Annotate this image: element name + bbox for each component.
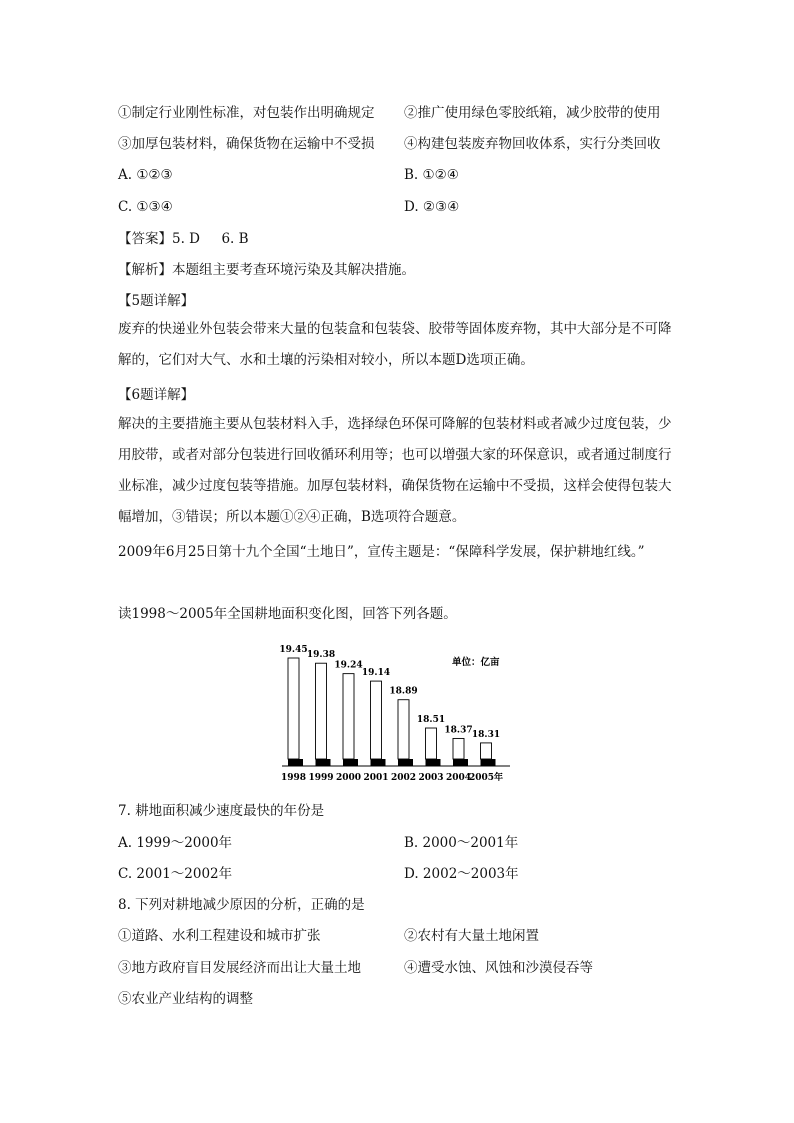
- value-label-2003: 18.51: [416, 715, 446, 726]
- bar-2001: [371, 681, 382, 759]
- value-label-2004: 18.37: [444, 725, 473, 736]
- choice-a: A. ①②③: [118, 167, 173, 183]
- q7-choice-d: D. 2002～2003年: [404, 866, 519, 882]
- bar-2004: [453, 738, 464, 759]
- q7-choice-c: C. 2001～2002年: [118, 866, 233, 882]
- option-2: ②推广使用绿色零胶纸箱，减少胶带的使用: [404, 105, 661, 121]
- bar-2002: [398, 700, 409, 759]
- axis-break-block-2003: [426, 759, 441, 766]
- option-1: ①制定行业刚性标准，对包装作出明确规定: [118, 105, 375, 121]
- value-label-1999: 19.38: [306, 650, 336, 661]
- axis-break-block-2000: [343, 759, 358, 766]
- axis-break-block-2004: [453, 759, 468, 766]
- q8-option-4: ④遭受水蚀、风蚀和沙漠侵吞等: [404, 960, 593, 976]
- axis-break-block-1998: [288, 759, 303, 766]
- analysis-line: 【解析】本题组主要考查环境污染及其解决措施。: [118, 262, 415, 278]
- option-3: ③加厚包装材料，确保货物在运输中不受损: [118, 136, 375, 152]
- x-tick-labels: [281, 771, 503, 783]
- choice-b: B. ①②④: [404, 167, 459, 183]
- q5-heading: 【5题详解】: [118, 293, 195, 309]
- q8-option-2: ②农村有大量土地闲置: [404, 928, 539, 944]
- value-label-2002: 18.89: [389, 686, 418, 697]
- x-tick-1999: 1999: [308, 773, 334, 783]
- value-label-2000: 19.24: [334, 660, 363, 671]
- q7-stem: 7. 耕地面积减少速度最快的年份是: [118, 803, 325, 819]
- x-tick-1998: 1998: [280, 773, 307, 783]
- bar-1998: [288, 658, 299, 759]
- read-instruction: 读1998～2005年全国耕地面积变化图，回答下列各题。: [118, 606, 457, 622]
- x-tick-2001: 2001: [363, 773, 389, 783]
- axis-break-block-2001: [371, 759, 386, 766]
- q7-choice-b: B. 2000～2001年: [404, 835, 519, 851]
- bar-2000: [343, 674, 354, 759]
- axis-break-block-2002: [398, 759, 413, 766]
- value-label-2001: 19.14: [361, 668, 391, 679]
- q8-stem: 8. 下列对耕地减少原因的分析，正确的是: [118, 897, 365, 913]
- choice-c: C. ①③④: [118, 199, 173, 215]
- answer-line: 【答案】5. D 6. B: [118, 231, 249, 247]
- q6-heading: 【6题详解】: [118, 387, 195, 403]
- q8-option-1: ①道路、水利工程建设和城市扩张: [118, 928, 321, 944]
- x-tick-2003: 2003: [418, 773, 444, 783]
- bar-2003: [426, 728, 437, 759]
- axis-break-block-2005: [481, 759, 496, 766]
- q8-option-3: ③地方政府盲目发展经济而出让大量土地: [118, 960, 361, 976]
- x-tick-2005: 2005年: [468, 773, 504, 783]
- bar-group: [288, 658, 496, 766]
- x-tick-2002: 2002: [390, 773, 417, 783]
- bar-2005: [481, 743, 492, 759]
- context-text: 2009年6月25日第十九个全国“土地日”，宣传主题是：“保障科学发展，保护耕地红线。”: [118, 544, 645, 560]
- x-tick-2004: 2004: [445, 773, 472, 783]
- axis-break-block-1999: [316, 759, 331, 766]
- option-4: ④构建包装废弃物回收体系，实行分类回收: [404, 136, 661, 152]
- q5-explanation: 废弃的快递业外包装会带来大量的包装盒和包装袋、胶带等固体废弃物，其中大部分是不可降解的，它们对大气、水和土壤的污染相对较小，所以本题D选项正确。: [118, 321, 672, 368]
- farmland-area-chart: [278, 632, 528, 784]
- x-tick-2000: 2000: [335, 773, 362, 783]
- unit-label: 单位：亿亩: [452, 657, 500, 668]
- value-label-2005: 18.31: [471, 729, 501, 740]
- q7-choice-a: A. 1999～2000年: [118, 835, 233, 851]
- q6-explanation: 解决的主要措施主要从包装材料入手，选择绿色环保可降解的包装材料或者减少过度包装，少用胶带，或者对部分包装进行回收循环利用等；也可以增强大家的环保意识，或者通过制度行业标准，减少过度包装等措施。加厚包装材料，确保货物在运输中不受损，这样会使得包装大幅增加，③错误；所以本题①②④正确，B选项符合题意。: [118, 416, 672, 525]
- bar-1999: [316, 663, 327, 759]
- value-label-1998: 19.45: [279, 645, 308, 655]
- choice-d: D. ②③④: [404, 199, 460, 215]
- q8-option-5: ⑤农业产业结构的调整: [118, 991, 253, 1007]
